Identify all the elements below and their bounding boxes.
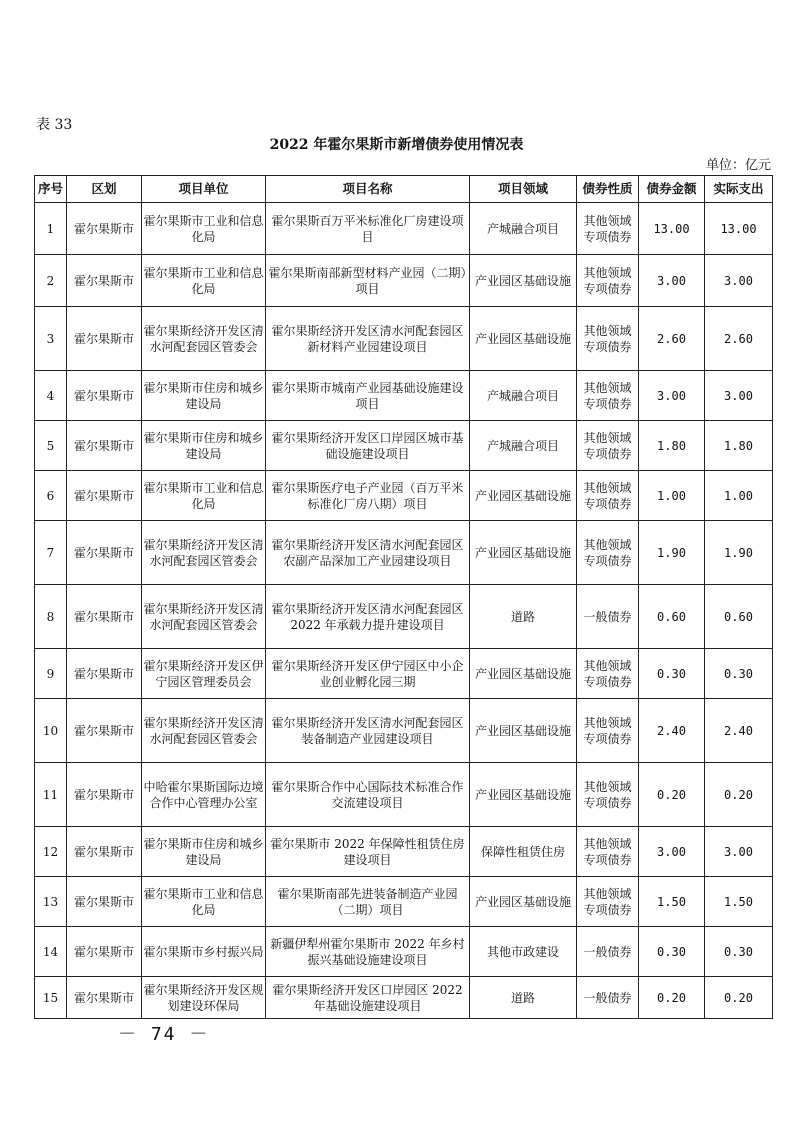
row-bond-amount: 2.60 — [639, 307, 705, 371]
table-row — [35, 307, 773, 371]
row-region: 霍尔果斯市 — [67, 977, 142, 1019]
row-project-field: 保障性租赁住房 — [470, 827, 577, 877]
row-project-field: 产业园区基础设施 — [470, 521, 577, 585]
table-row — [35, 203, 773, 255]
row-project-unit: 霍尔果斯市工业和信息化局 — [142, 203, 266, 255]
row-project-name: 霍尔果斯经济开发区清水河配套园区新材料产业园建设项目 — [266, 307, 470, 371]
row-bond-amount: 0.30 — [639, 649, 705, 699]
row-project-name: 霍尔果斯南部先进装备制造产业园（二期）项目 — [266, 877, 470, 927]
row-project-unit: 霍尔果斯经济开发区伊宁园区管理委员会 — [142, 649, 266, 699]
row-region: 霍尔果斯市 — [67, 521, 142, 585]
row-region: 霍尔果斯市 — [67, 255, 142, 307]
row-actual-spending: 1.90 — [705, 521, 773, 585]
row-project-name: 霍尔果斯经济开发区清水河配套园区装备制造产业园建设项目 — [266, 699, 470, 763]
table-row — [35, 827, 773, 877]
row-bond-type: 其他领域专项债券 — [577, 877, 639, 927]
table-body — [35, 203, 773, 1019]
row-region: 霍尔果斯市 — [67, 307, 142, 371]
row-bond-type: 一般债券 — [577, 977, 639, 1019]
row-project-unit: 霍尔果斯经济开发区规划建设环保局 — [142, 977, 266, 1019]
row-project-name: 霍尔果斯经济开发区清水河配套园区 2022 年承载力提升建设项目 — [266, 585, 470, 649]
row-region: 霍尔果斯市 — [67, 471, 142, 521]
row-project-name: 霍尔果斯经济开发区口岸园区城市基础设施建设项目 — [266, 421, 470, 471]
table-row — [35, 927, 773, 977]
row-actual-spending: 1.50 — [705, 877, 773, 927]
row-bond-type: 其他领域专项债券 — [577, 699, 639, 763]
row-project-name: 霍尔果斯经济开发区清水河配套园区农副产品深加工产业园建设项目 — [266, 521, 470, 585]
row-actual-spending: 0.20 — [705, 763, 773, 827]
table-row — [35, 371, 773, 421]
row-project-field: 产城融合项目 — [470, 203, 577, 255]
row-index: 10 — [35, 699, 67, 763]
row-project-unit: 霍尔果斯市住房和城乡建设局 — [142, 371, 266, 421]
row-bond-amount: 2.40 — [639, 699, 705, 763]
row-project-name: 霍尔果斯经济开发区伊宁园区中小企业创业孵化园三期 — [266, 649, 470, 699]
row-bond-type: 其他领域专项债券 — [577, 827, 639, 877]
row-bond-amount: 0.20 — [639, 763, 705, 827]
table-row — [35, 699, 773, 763]
table-row — [35, 421, 773, 471]
row-project-field: 产业园区基础设施 — [470, 649, 577, 699]
row-index: 14 — [35, 927, 67, 977]
row-index: 2 — [35, 255, 67, 307]
row-project-unit: 霍尔果斯市工业和信息化局 — [142, 877, 266, 927]
row-actual-spending: 2.40 — [705, 699, 773, 763]
row-actual-spending: 3.00 — [705, 827, 773, 877]
row-actual-spending: 3.00 — [705, 255, 773, 307]
row-actual-spending: 0.30 — [705, 927, 773, 977]
row-project-field: 产业园区基础设施 — [470, 307, 577, 371]
row-region: 霍尔果斯市 — [67, 877, 142, 927]
row-bond-type: 一般债券 — [577, 927, 639, 977]
row-bond-amount: 0.30 — [639, 927, 705, 977]
header-bond-type: 债券性质 — [577, 176, 639, 203]
row-bond-type: 其他领域专项债券 — [577, 307, 639, 371]
table-row — [35, 585, 773, 649]
unit-label: 单位：亿元 — [705, 158, 771, 173]
row-project-name: 霍尔果斯市城南产业园基础设施建设项目 — [266, 371, 470, 421]
row-region: 霍尔果斯市 — [67, 585, 142, 649]
row-index: 3 — [35, 307, 67, 371]
header-index: 序号 — [35, 176, 67, 203]
row-project-name: 霍尔果斯市 2022 年保障性租赁住房建设项目 — [266, 827, 470, 877]
page-number: － 74 － — [118, 1024, 210, 1045]
row-bond-type: 其他领域专项债券 — [577, 371, 639, 421]
row-actual-spending: 2.60 — [705, 307, 773, 371]
row-actual-spending: 0.20 — [705, 977, 773, 1019]
row-region: 霍尔果斯市 — [67, 827, 142, 877]
row-project-field: 产业园区基础设施 — [470, 255, 577, 307]
row-actual-spending: 3.00 — [705, 371, 773, 421]
row-bond-amount: 3.00 — [639, 371, 705, 421]
table-row — [35, 521, 773, 585]
table-header-row — [35, 176, 773, 203]
row-project-unit: 霍尔果斯经济开发区清水河配套园区管委会 — [142, 585, 266, 649]
row-region: 霍尔果斯市 — [67, 763, 142, 827]
row-project-field: 道路 — [470, 977, 577, 1019]
row-bond-type: 其他领域专项债券 — [577, 521, 639, 585]
row-project-unit: 霍尔果斯市工业和信息化局 — [142, 255, 266, 307]
row-project-field: 道路 — [470, 585, 577, 649]
row-bond-type: 其他领域专项债券 — [577, 203, 639, 255]
bond-usage-table — [34, 175, 773, 1019]
row-region: 霍尔果斯市 — [67, 649, 142, 699]
row-project-field: 产城融合项目 — [470, 371, 577, 421]
row-project-name: 霍尔果斯百万平米标准化厂房建设项目 — [266, 203, 470, 255]
row-region: 霍尔果斯市 — [67, 927, 142, 977]
row-region: 霍尔果斯市 — [67, 699, 142, 763]
row-bond-amount: 13.00 — [639, 203, 705, 255]
header-region: 区划 — [67, 176, 142, 203]
row-index: 12 — [35, 827, 67, 877]
row-index: 8 — [35, 585, 67, 649]
row-bond-amount: 1.00 — [639, 471, 705, 521]
row-bond-amount: 1.80 — [639, 421, 705, 471]
table-row — [35, 471, 773, 521]
row-bond-type: 其他领域专项债券 — [577, 471, 639, 521]
row-bond-type: 其他领域专项债券 — [577, 649, 639, 699]
table-row — [35, 877, 773, 927]
row-project-unit: 霍尔果斯经济开发区清水河配套园区管委会 — [142, 699, 266, 763]
row-project-unit: 霍尔果斯经济开发区清水河配套园区管委会 — [142, 307, 266, 371]
row-index: 9 — [35, 649, 67, 699]
row-project-field: 产业园区基础设施 — [470, 763, 577, 827]
row-actual-spending: 1.00 — [705, 471, 773, 521]
table-row — [35, 255, 773, 307]
row-region: 霍尔果斯市 — [67, 421, 142, 471]
header-project-unit: 项目单位 — [142, 176, 266, 203]
row-actual-spending: 13.00 — [705, 203, 773, 255]
row-bond-amount: 1.90 — [639, 521, 705, 585]
row-project-field: 产业园区基础设施 — [470, 699, 577, 763]
row-index: 11 — [35, 763, 67, 827]
row-bond-type: 一般债券 — [577, 585, 639, 649]
row-bond-amount: 3.00 — [639, 255, 705, 307]
row-project-name: 新疆伊犁州霍尔果斯市 2022 年乡村振兴基础设施建设项目 — [266, 927, 470, 977]
row-project-name: 霍尔果斯南部新型材料产业园（二期）项目 — [266, 255, 470, 307]
row-region: 霍尔果斯市 — [67, 371, 142, 421]
table-row — [35, 977, 773, 1019]
row-region: 霍尔果斯市 — [67, 203, 142, 255]
row-index: 7 — [35, 521, 67, 585]
row-project-field: 其他市政建设 — [470, 927, 577, 977]
row-bond-amount: 0.60 — [639, 585, 705, 649]
row-project-name: 霍尔果斯合作中心国际技术标准合作交流建设项目 — [266, 763, 470, 827]
header-project-name: 项目名称 — [266, 176, 470, 203]
row-bond-amount: 1.50 — [639, 877, 705, 927]
row-actual-spending: 1.80 — [705, 421, 773, 471]
row-bond-amount: 3.00 — [639, 827, 705, 877]
row-project-unit: 霍尔果斯经济开发区清水河配套园区管委会 — [142, 521, 266, 585]
row-index: 4 — [35, 371, 67, 421]
row-project-name: 霍尔果斯经济开发区口岸园区 2022 年基础设施建设项目 — [266, 977, 470, 1019]
row-index: 6 — [35, 471, 67, 521]
row-project-field: 产城融合项目 — [470, 421, 577, 471]
row-project-unit: 霍尔果斯市住房和城乡建设局 — [142, 421, 266, 471]
document-title: 2022 年霍尔果斯市新增债券使用情况表 — [269, 137, 524, 153]
row-project-unit: 霍尔果斯市住房和城乡建设局 — [142, 827, 266, 877]
row-project-field: 产业园区基础设施 — [470, 877, 577, 927]
row-bond-type: 其他领域专项债券 — [577, 763, 639, 827]
header-actual-spending: 实际支出 — [705, 176, 773, 203]
row-index: 13 — [35, 877, 67, 927]
row-bond-type: 其他领域专项债券 — [577, 255, 639, 307]
row-actual-spending: 0.60 — [705, 585, 773, 649]
row-bond-amount: 0.20 — [639, 977, 705, 1019]
table-label: 表 33 — [36, 117, 73, 133]
row-project-name: 霍尔果斯医疗电子产业园（百万平米标准化厂房八期）项目 — [266, 471, 470, 521]
table-row — [35, 649, 773, 699]
row-bond-type: 其他领域专项债券 — [577, 421, 639, 471]
table-row — [35, 763, 773, 827]
row-project-unit: 霍尔果斯市工业和信息化局 — [142, 471, 266, 521]
row-actual-spending: 0.30 — [705, 649, 773, 699]
header-bond-amount: 债券金额 — [639, 176, 705, 203]
row-index: 1 — [35, 203, 67, 255]
row-index: 5 — [35, 421, 67, 471]
row-project-unit: 霍尔果斯市乡村振兴局 — [142, 927, 266, 977]
row-project-unit: 中哈霍尔果斯国际边境合作中心管理办公室 — [142, 763, 266, 827]
row-project-field: 产业园区基础设施 — [470, 471, 577, 521]
header-project-field: 项目领域 — [470, 176, 577, 203]
row-index: 15 — [35, 977, 67, 1019]
